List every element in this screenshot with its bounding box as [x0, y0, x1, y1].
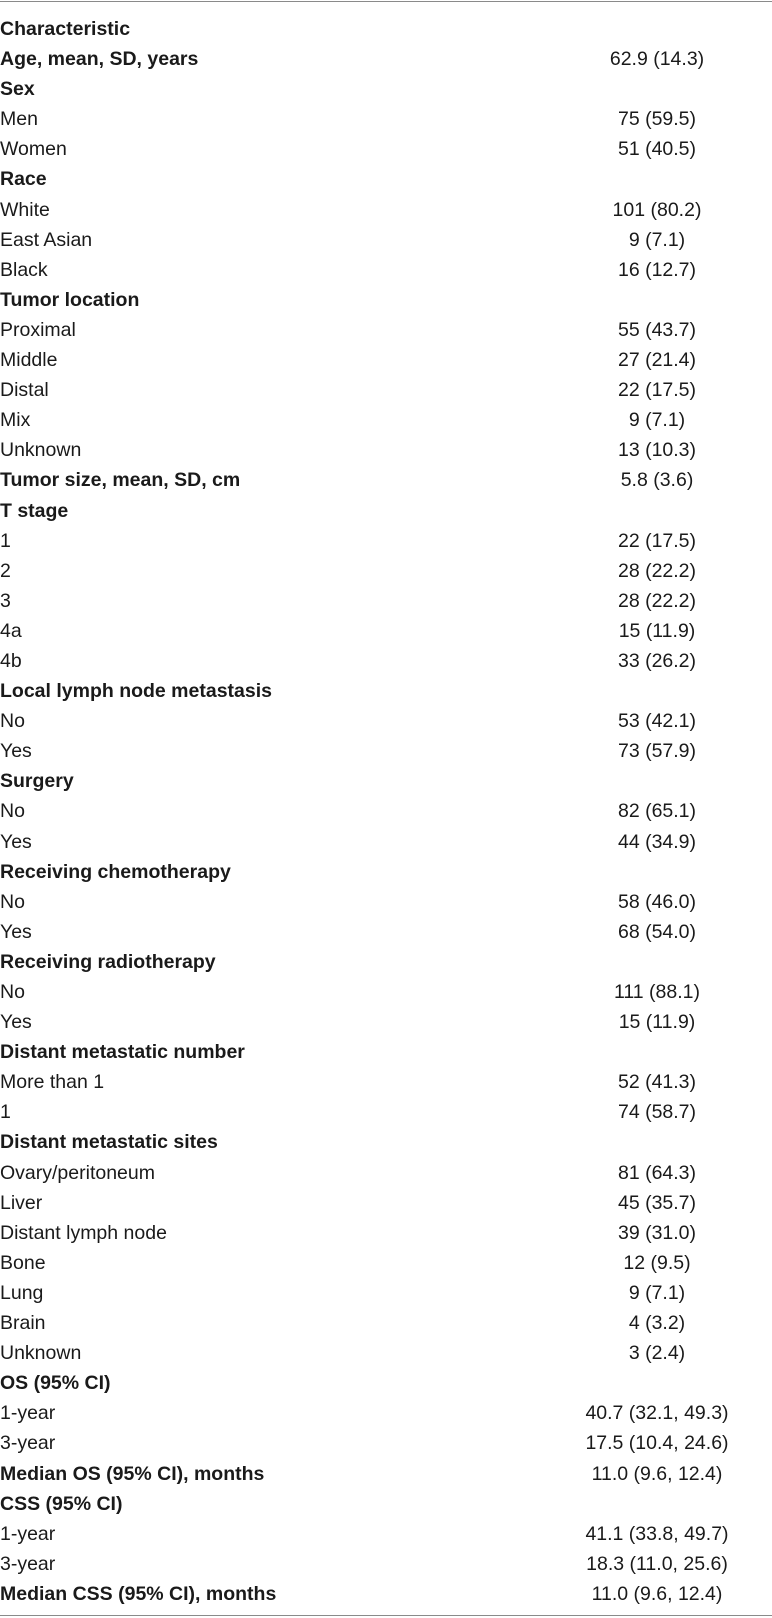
- row-label: Mix: [0, 409, 31, 432]
- row-value: 9 (7.1): [628, 409, 686, 432]
- table-row: [0, 195, 772, 225]
- table-row: [0, 706, 772, 736]
- table-row: [0, 134, 772, 164]
- row-value: 4 (3.2): [628, 1312, 686, 1335]
- row-label: White: [0, 198, 50, 221]
- row-label: Distal: [0, 379, 49, 402]
- table-section-row: [0, 676, 772, 706]
- table-row: [0, 345, 772, 375]
- row-label: Tumor size, mean, SD, cm: [0, 469, 241, 492]
- row-label: Distant metastatic number: [0, 1041, 245, 1064]
- row-label: Men: [0, 108, 38, 131]
- table-row: [0, 315, 772, 345]
- table-row: [0, 827, 772, 857]
- row-label: Surgery: [0, 770, 74, 793]
- table-section-row: [0, 1037, 772, 1067]
- row-value: 11.0 (9.6, 12.4): [591, 1582, 723, 1605]
- table-row: [0, 1278, 772, 1308]
- row-value: 9 (7.1): [628, 228, 686, 251]
- table-row: [0, 1398, 772, 1428]
- row-label: Yes: [0, 830, 32, 853]
- row-label: 3-year: [0, 1432, 56, 1455]
- row-value: 101 (80.2): [612, 198, 702, 221]
- table-row: [0, 917, 772, 947]
- row-value: 74 (58.7): [617, 1101, 697, 1124]
- table-row: [0, 104, 772, 134]
- row-label: 1-year: [0, 1402, 56, 1425]
- table-row: [0, 1308, 772, 1338]
- row-label: Black: [0, 258, 48, 281]
- table-header-row: [0, 14, 772, 44]
- row-value: 73 (57.9): [617, 740, 697, 763]
- row-value: 28 (22.2): [617, 559, 697, 582]
- table-row: [0, 225, 772, 255]
- table-section-row: [0, 465, 772, 495]
- row-value: 51 (40.5): [617, 138, 697, 161]
- row-label: Women: [0, 138, 67, 161]
- row-label: 4a: [0, 619, 22, 642]
- row-value: 41.1 (33.8, 49.7): [585, 1522, 729, 1545]
- row-label: 1-year: [0, 1522, 56, 1545]
- row-label: Yes: [0, 1011, 32, 1034]
- row-label: Median CSS (95% CI), months: [0, 1582, 277, 1605]
- row-label: Distant lymph node: [0, 1221, 167, 1244]
- table-row: [0, 1248, 772, 1278]
- table-row: [0, 1428, 772, 1458]
- table-row: [0, 375, 772, 405]
- row-label: 3-year: [0, 1552, 56, 1575]
- row-label: Receiving chemotherapy: [0, 860, 231, 883]
- row-value: 33 (26.2): [617, 649, 697, 672]
- row-value: 5.8 (3.6): [620, 469, 694, 492]
- table-row: [0, 435, 772, 465]
- table-row: [0, 1097, 772, 1127]
- table-row: [0, 887, 772, 917]
- table-section-row: [0, 1579, 772, 1609]
- row-value: 62.9 (14.3): [609, 48, 705, 71]
- row-label: 1: [0, 1101, 11, 1124]
- table-section-row: [0, 1459, 772, 1489]
- row-value: 75 (59.5): [617, 108, 697, 131]
- row-label: Tumor location: [0, 288, 140, 311]
- row-label: Bone: [0, 1251, 46, 1274]
- table-section-row: [0, 164, 772, 194]
- row-label: Unknown: [0, 439, 82, 462]
- column-header-characteristic: Characteristic: [0, 18, 131, 40]
- row-value: 15 (11.9): [618, 1011, 696, 1034]
- table-row: [0, 1519, 772, 1549]
- table-body: [0, 14, 772, 1609]
- row-label: Middle: [0, 349, 58, 372]
- row-label: Unknown: [0, 1342, 82, 1365]
- table-row: [0, 1158, 772, 1188]
- row-value: 81 (64.3): [617, 1161, 697, 1184]
- table-row: [0, 556, 772, 586]
- row-label: 3: [0, 589, 11, 612]
- row-label: 4b: [0, 649, 22, 672]
- row-value: 17.5 (10.4, 24.6): [585, 1432, 729, 1455]
- row-label: Distant metastatic sites: [0, 1131, 218, 1154]
- row-label: Age, mean, SD, years: [0, 48, 199, 71]
- row-label: Median OS (95% CI), months: [0, 1462, 265, 1485]
- row-value: 55 (43.7): [617, 318, 697, 341]
- row-value: 12 (9.5): [623, 1251, 691, 1274]
- table-row: [0, 977, 772, 1007]
- table-row: [0, 1007, 772, 1037]
- row-value: 58 (46.0): [617, 890, 697, 913]
- row-label: Brain: [0, 1312, 46, 1335]
- table-section-row: [0, 1489, 772, 1519]
- row-value: 9 (7.1): [628, 1281, 686, 1304]
- row-label: OS (95% CI): [0, 1372, 111, 1395]
- table-row: [0, 405, 772, 435]
- table-bottom-rule: [0, 1615, 772, 1616]
- table-row: [0, 255, 772, 285]
- row-value: 22 (17.5): [617, 529, 697, 552]
- row-label: No: [0, 890, 25, 913]
- table-row: [0, 1188, 772, 1218]
- table-section-row: [0, 947, 772, 977]
- table-section-row: [0, 1127, 772, 1157]
- row-label: More than 1: [0, 1071, 105, 1094]
- row-label: Yes: [0, 920, 32, 943]
- row-value: 39 (31.0): [617, 1221, 697, 1244]
- row-value: 53 (42.1): [617, 710, 697, 733]
- row-label: Liver: [0, 1191, 43, 1214]
- row-value: 22 (17.5): [617, 379, 697, 402]
- table-row: [0, 796, 772, 826]
- table-row: [0, 646, 772, 676]
- row-value: 52 (41.3): [617, 1071, 697, 1094]
- row-label: 1: [0, 529, 11, 552]
- row-label: Ovary/peritoneum: [0, 1161, 155, 1184]
- row-label: T stage: [0, 499, 69, 522]
- row-value: 68 (54.0): [617, 920, 697, 943]
- row-value: 44 (34.9): [617, 830, 697, 853]
- row-value: 13 (10.3): [617, 439, 697, 462]
- row-label: Race: [0, 168, 47, 191]
- row-value: 15 (11.9): [618, 619, 696, 642]
- row-value: 82 (65.1): [617, 800, 697, 823]
- row-label: No: [0, 800, 25, 823]
- table-row: [0, 1067, 772, 1097]
- row-label: Receiving radiotherapy: [0, 950, 216, 973]
- row-label: Local lymph node metastasis: [0, 680, 273, 703]
- table-section-row: [0, 285, 772, 315]
- row-value: 16 (12.7): [617, 258, 697, 281]
- row-value: 40.7 (32.1, 49.3): [585, 1402, 729, 1425]
- table-section-row: [0, 496, 772, 526]
- table-section-row: [0, 1368, 772, 1398]
- table-row: [0, 736, 772, 766]
- row-label: Sex: [0, 78, 35, 101]
- row-label: CSS (95% CI): [0, 1492, 123, 1515]
- table-row: [0, 1338, 772, 1368]
- table-section-row: [0, 74, 772, 104]
- row-label: Proximal: [0, 318, 76, 341]
- table-row: [0, 1218, 772, 1248]
- table-row: [0, 586, 772, 616]
- table-row: [0, 616, 772, 646]
- row-label: No: [0, 981, 25, 1003]
- table-row: [0, 1549, 772, 1579]
- row-value: 45 (35.7): [617, 1191, 697, 1214]
- row-value: 28 (22.2): [617, 589, 697, 612]
- table-row: [0, 526, 772, 556]
- row-label: No: [0, 710, 25, 733]
- row-label: Yes: [0, 740, 32, 763]
- row-value: 11.0 (9.6, 12.4): [591, 1462, 723, 1485]
- row-value: 27 (21.4): [617, 349, 697, 372]
- table-section-row: [0, 44, 772, 74]
- table-section-row: [0, 766, 772, 796]
- table-top-rule: [0, 1, 772, 2]
- row-label: 2: [0, 559, 11, 582]
- row-value: 3 (2.4): [628, 1342, 686, 1365]
- row-label: East Asian: [0, 228, 93, 251]
- row-value: 111 (88.1): [614, 981, 700, 1003]
- table-section-row: [0, 857, 772, 887]
- row-label: Lung: [0, 1281, 44, 1304]
- row-value: 18.3 (11.0, 25.6): [586, 1552, 728, 1575]
